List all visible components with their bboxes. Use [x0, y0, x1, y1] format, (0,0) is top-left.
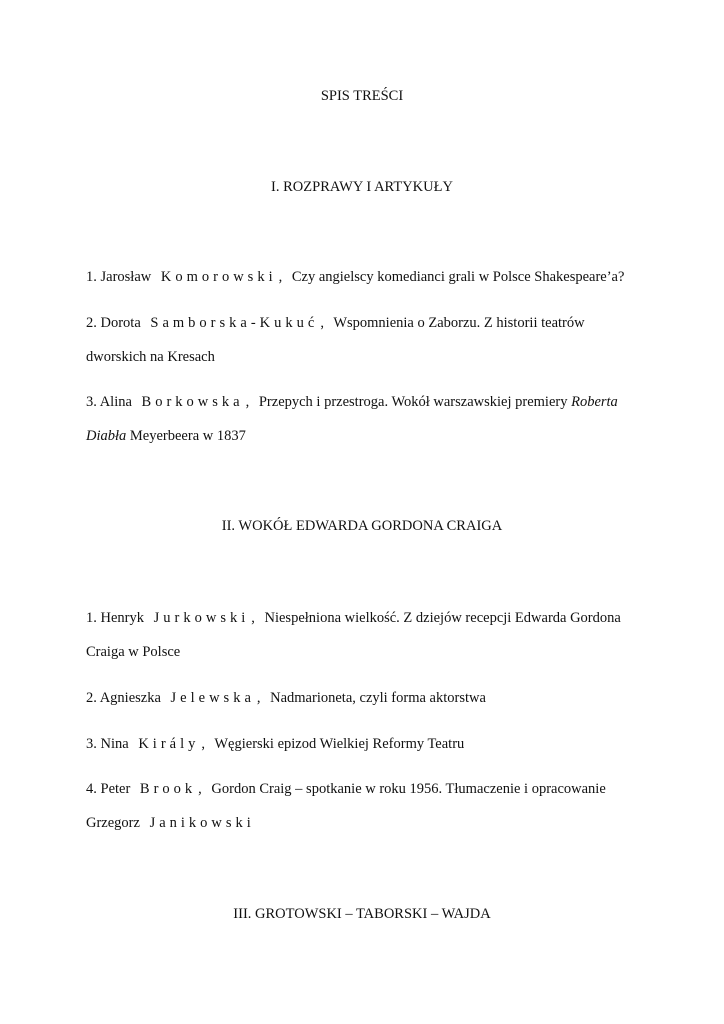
entry-author-surname: Jurkowski: [153, 610, 250, 626]
document-title: SPIS TREŚCI: [320, 88, 404, 104]
entry-title: Nadmarioneta, czyli forma aktorstwa: [270, 690, 486, 706]
entry-separator: ,: [245, 394, 250, 410]
toc-entry: [86, 260, 646, 294]
entry-author-first: 2. Agnieszka: [86, 690, 161, 706]
entry-translator-first: Grzegorz: [86, 815, 140, 831]
toc-entry: [86, 385, 646, 453]
entry-author-surname: Komorowski: [160, 269, 277, 285]
toc-entry: [86, 727, 646, 761]
entry-author-first: 2. Dorota: [86, 315, 141, 331]
entry-title-italic: Roberta: [571, 394, 618, 410]
toc-entry: [86, 601, 646, 669]
entry-title-italic: Diabła: [86, 428, 127, 444]
section-heading-1: I. ROZPRAWY I ARTYKUŁY: [271, 179, 453, 195]
entry-author-first: 3. Alina: [86, 394, 132, 410]
entry-title: Przepych i przestroga. Wokół warszawskiej premiery: [258, 394, 568, 410]
entry-separator: ,: [201, 736, 205, 752]
toc-entry: [86, 772, 646, 840]
section-heading-3: III. GROTOWSKI – TABORSKI – WAJDA: [233, 906, 491, 922]
entry-separator: ,: [251, 610, 255, 626]
section-heading-2: II. WOKÓŁ EDWARDA GORDONA CRAIGA: [221, 518, 503, 534]
entry-author-surname: Brook: [139, 781, 197, 797]
toc-entry: [86, 306, 646, 374]
entry-translator-surname: Janikowski: [149, 815, 255, 831]
entry-author-surname: Borkowska: [141, 394, 244, 410]
entry-author-surname: Király: [138, 736, 200, 752]
toc-entry: [86, 681, 646, 715]
entry-author-first: 1. Henryk: [86, 610, 144, 626]
entry-author-surname: Jelewska: [170, 690, 255, 706]
entry-title: Czy angielscy komedianci grali w Polsce Shakespeare’a?: [291, 269, 625, 285]
entry-title: Gordon Craig – spotkanie w roku 1956. Tłumaczenie i opracowanie: [211, 781, 606, 797]
entry-title-continued: dworskich na Kresach: [86, 349, 215, 365]
entry-author-first: 1. Jarosław: [86, 269, 152, 285]
entry-title: Wspomnienia o Zaborzu. Z historii teatrów: [333, 315, 585, 331]
entry-title: Węgierski epizod Wielkiej Reformy Teatru: [214, 736, 465, 752]
entry-title-continued: Craiga w Polsce: [86, 644, 181, 660]
entry-separator: ,: [278, 269, 283, 285]
entry-author-first: 4. Peter: [86, 781, 131, 797]
entry-author-first: 3. Nina: [86, 736, 129, 752]
entry-separator: ,: [198, 781, 202, 797]
entry-title: Niespełniona wielkość. Z dziejów recepcji Edwarda Gordona: [264, 610, 621, 626]
entry-author-surname: Samborska-Kukuć: [150, 315, 319, 331]
entry-separator: ,: [320, 315, 324, 331]
entry-separator: ,: [256, 690, 261, 706]
entry-title-continued: Meyerbeera w 1837: [129, 428, 246, 444]
